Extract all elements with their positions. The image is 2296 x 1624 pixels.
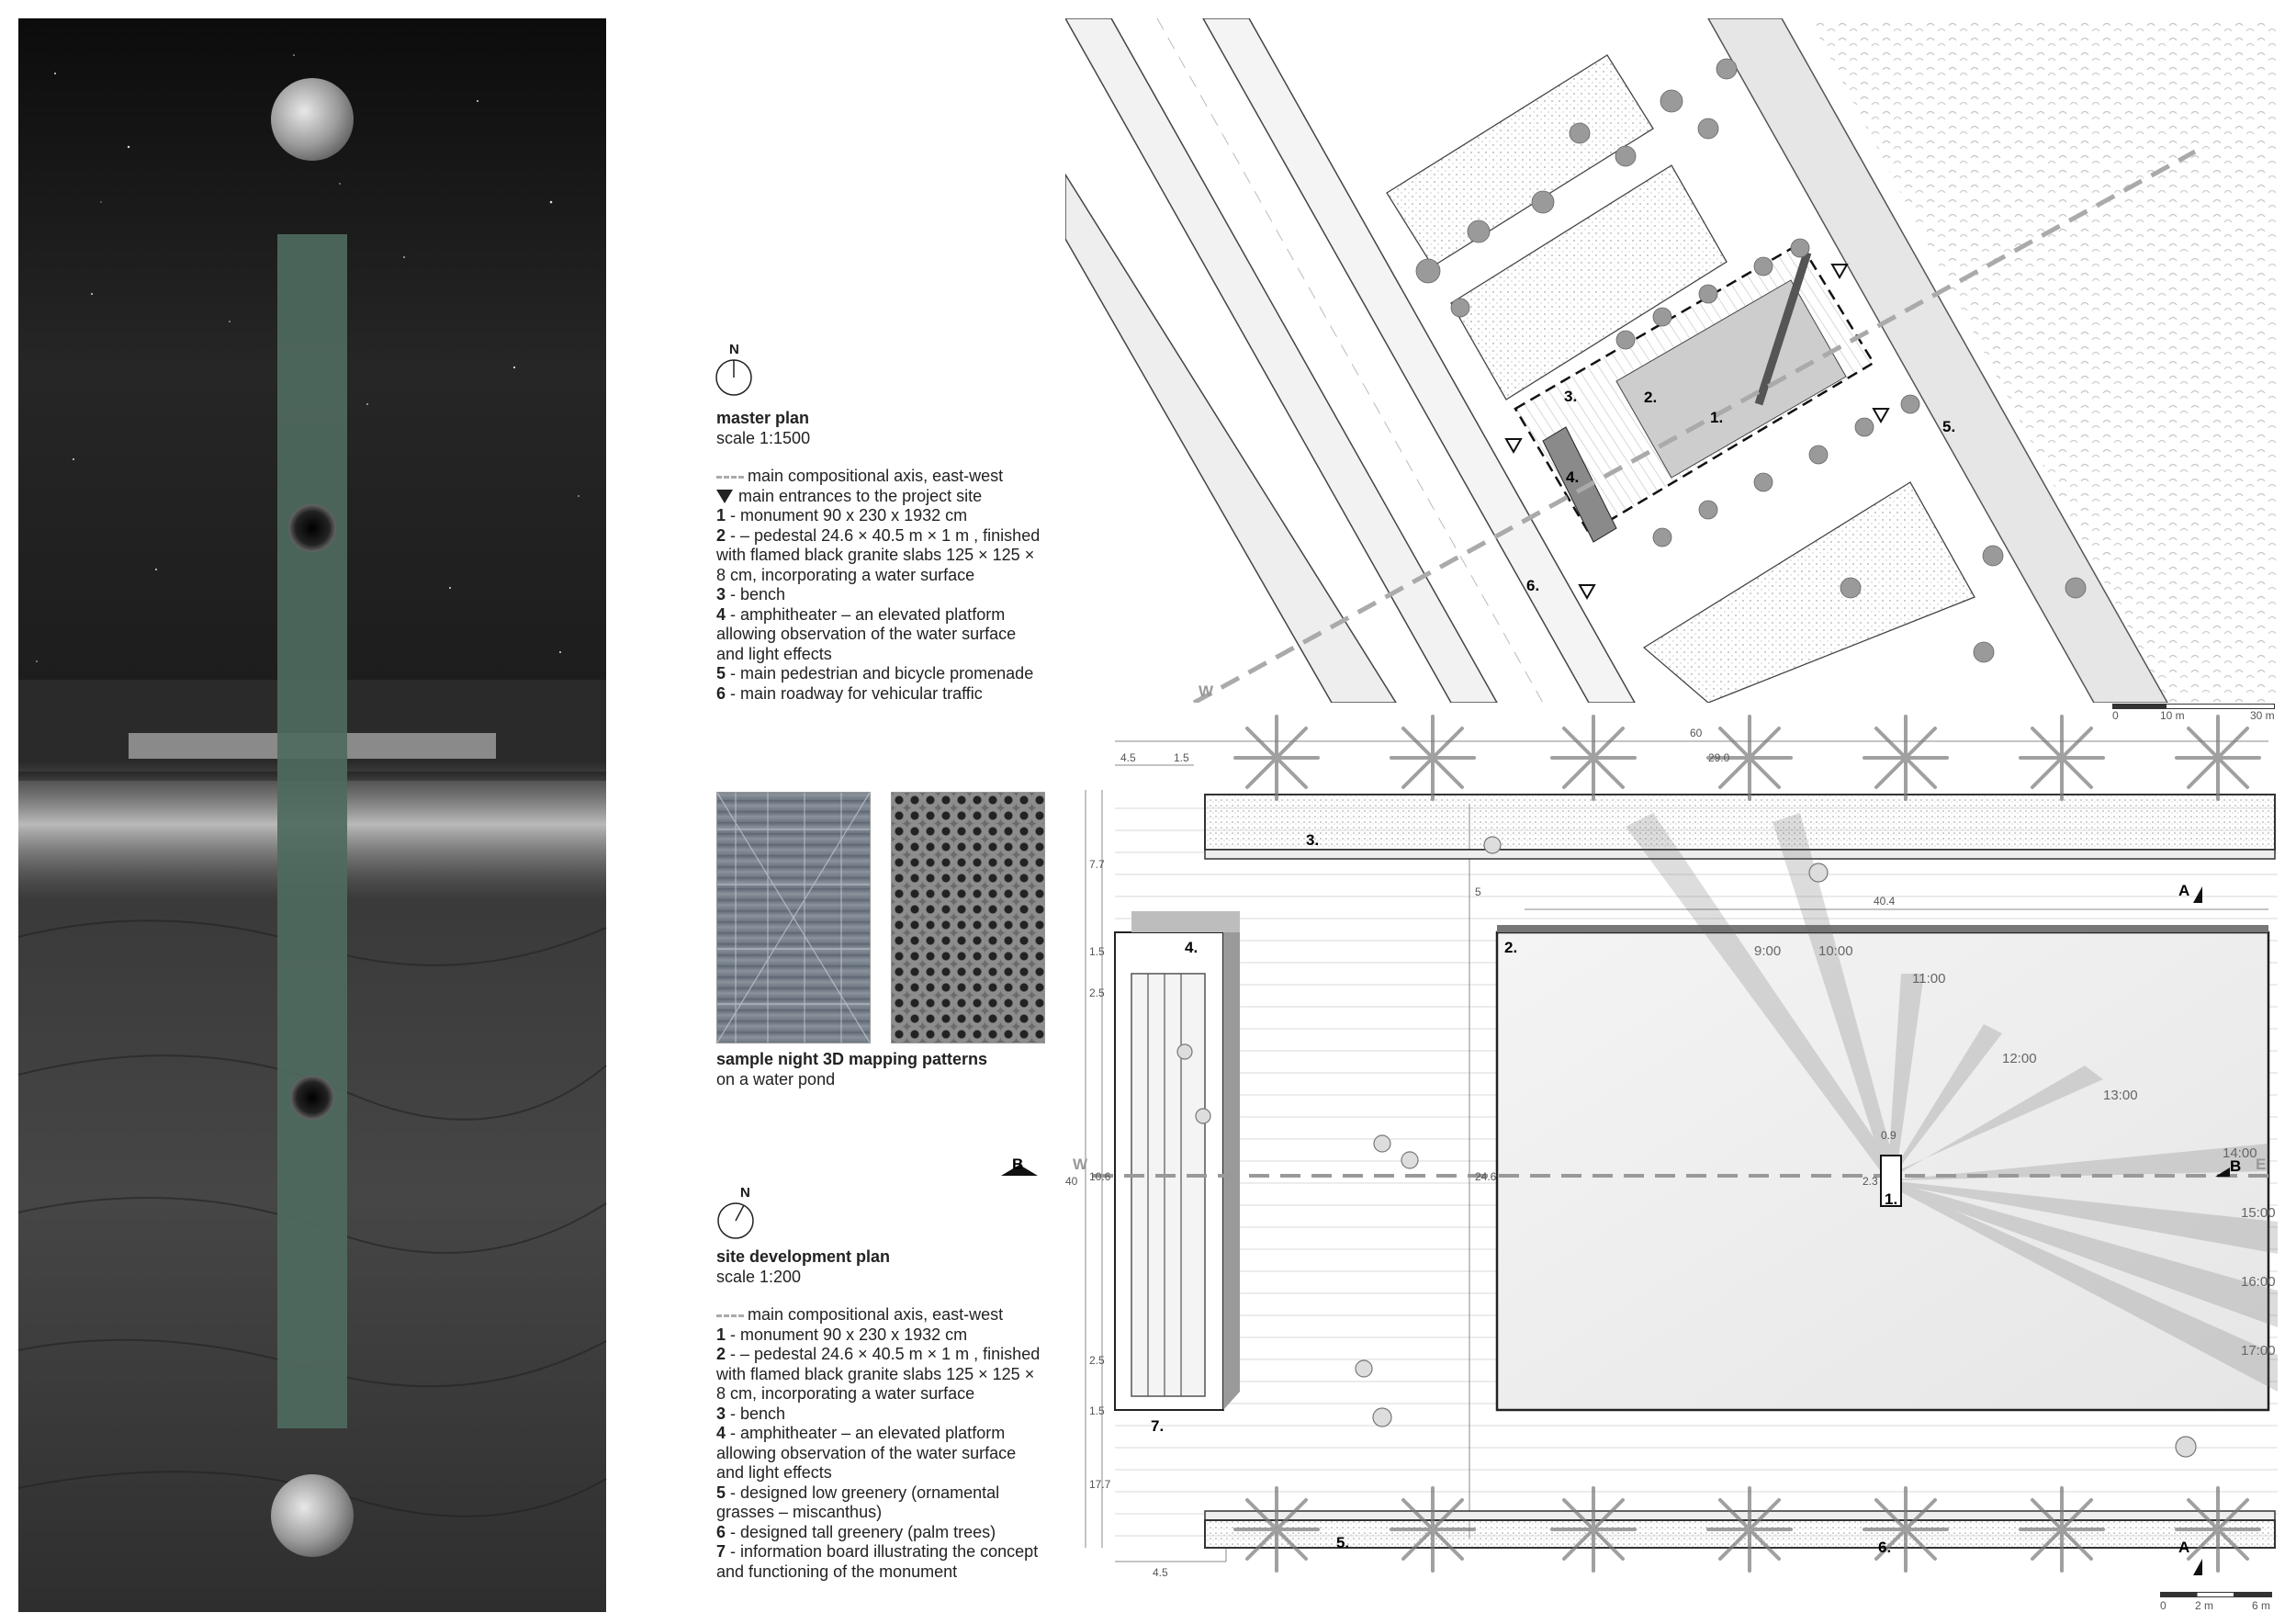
legend-text: - information board illustrating the concept and functioning of the monument xyxy=(716,1542,1043,1581)
legend-text: - main roadway for vehicular traffic xyxy=(726,683,983,703)
patterns-caption xyxy=(716,1050,1047,1089)
night-render xyxy=(18,18,606,1612)
legend-axis xyxy=(716,1305,1047,1325)
mapping-pattern-grid xyxy=(716,792,871,1043)
scale-label: 6 m xyxy=(2252,1599,2271,1612)
legend-item xyxy=(716,1483,1047,1523)
legend-item xyxy=(716,506,1047,526)
legend-item xyxy=(716,1345,1047,1404)
dim-text: 24.6 xyxy=(1475,1170,1497,1183)
time-label: 13:00 xyxy=(2103,1088,2138,1103)
compass-site xyxy=(716,1185,771,1242)
legend-text: - monument 90 x 230 x 1932 cm xyxy=(726,1325,968,1344)
mapping-pattern-drops xyxy=(891,792,1045,1043)
dim-text: 29.0 xyxy=(1708,751,1730,764)
monument-opening xyxy=(288,504,336,552)
legend-key: 5 xyxy=(716,1483,726,1502)
legend-text: - designed low greenery (ornamental grasses – miscanthus) xyxy=(716,1483,1005,1521)
compass-master xyxy=(715,342,770,399)
time-label: 14:00 xyxy=(2223,1145,2257,1161)
legend-item xyxy=(716,684,1047,705)
dim-text: 4.5 xyxy=(1120,751,1136,764)
legend-text: - – pedestal 24.6 × 40.5 m × 1 m , finished with flamed black granite slabs 125 × 125 × 8 cm, incorporating a water surface xyxy=(716,525,1045,584)
legend-item xyxy=(716,605,1047,665)
dim-text: 2.5 xyxy=(1089,987,1105,999)
legend-item xyxy=(716,664,1047,684)
time-label: 12:00 xyxy=(2002,1051,2037,1066)
time-label: 11:00 xyxy=(1912,971,1946,987)
scale-label: 0 xyxy=(2112,709,2119,722)
legend-text: - amphitheater – an elevated platform allowing observation of the water surface and light effects xyxy=(716,604,1021,663)
plan-label-1: 1. xyxy=(1885,1190,1898,1208)
amphitheater-top xyxy=(1131,911,1240,932)
dim-text: 60 xyxy=(1690,727,1703,739)
pedestal-edge-top xyxy=(1497,925,2268,932)
axis-east-label: E xyxy=(2256,1156,2267,1173)
scale-label: 2 m xyxy=(2195,1599,2214,1612)
axis-west-label: W xyxy=(1199,682,1214,700)
site-plan-scale: scale 1:200 xyxy=(716,1267,802,1286)
legend-item xyxy=(716,526,1047,586)
legend-key: 2 xyxy=(716,525,726,545)
plan-label-4: 4. xyxy=(1185,939,1199,956)
low-greenery-bottom xyxy=(1205,1520,2275,1548)
dash-icon xyxy=(716,1314,744,1317)
master-plan-drawing xyxy=(1065,18,2278,703)
map-label-5: 5. xyxy=(1942,418,1956,435)
legend-item xyxy=(716,1404,1047,1425)
site-plan-legend xyxy=(716,1247,1047,1582)
plan-label-7: 7. xyxy=(1151,1417,1165,1435)
time-label: 17:00 xyxy=(2241,1343,2276,1359)
plan-label-6: 6. xyxy=(1878,1539,1892,1556)
pattern-grid-lines xyxy=(717,793,870,1043)
legend-text: main entrances to the project site xyxy=(738,486,983,505)
low-greenery-top xyxy=(1205,795,2275,850)
time-label: 15:00 xyxy=(2241,1205,2276,1221)
legend-key: 4 xyxy=(716,1424,726,1442)
time-label: 9:00 xyxy=(1754,943,1782,959)
site-scalebar xyxy=(2160,1592,2278,1614)
dim-text: 5 xyxy=(1475,885,1481,898)
monument-opening-reflection xyxy=(290,1076,334,1120)
night-render-svg xyxy=(18,18,606,1612)
scale-label: 0 xyxy=(2160,1599,2167,1612)
scale-label: 10 m xyxy=(2160,709,2185,722)
section-label-a: A xyxy=(2178,1539,2190,1556)
dim-text: 7.7 xyxy=(1089,858,1105,871)
legend-key: 1 xyxy=(716,506,726,524)
legend-item xyxy=(716,1523,1047,1543)
dim-text: 1.5 xyxy=(1089,1404,1105,1417)
legend-text: - amphitheater – an elevated platform allowing observation of the water surface and light effects xyxy=(716,1424,1021,1482)
section-label-b: B xyxy=(2230,1157,2242,1175)
legend-key: 4 xyxy=(716,604,726,624)
section-label-b: B xyxy=(1012,1156,1024,1173)
plan-label-2: 2. xyxy=(1504,939,1518,956)
plan-label-3: 3. xyxy=(1306,831,1320,849)
legend-text: - main pedestrian and bicycle promenade xyxy=(726,664,1034,682)
bench-top xyxy=(1205,850,2275,859)
legend-key: 3 xyxy=(716,585,726,603)
legend-key: 1 xyxy=(716,1325,726,1344)
dim-text: 40 xyxy=(1065,1175,1078,1188)
dim-text: 40.4 xyxy=(1874,895,1896,908)
legend-entrances xyxy=(716,487,1047,507)
map-label-6: 6. xyxy=(1526,577,1540,594)
time-label: 16:00 xyxy=(2241,1274,2276,1290)
section-label-a: A xyxy=(2178,882,2190,899)
dim-text: 2.5 xyxy=(1089,1354,1105,1367)
dim-text: 10.6 xyxy=(1089,1170,1111,1183)
legend-text: - – pedestal 24.6 × 40.5 m × 1 m , finished with flamed black granite slabs 125 × 125 × 8 cm, incorporating a water surface xyxy=(716,1345,1045,1403)
compass-icon xyxy=(716,1201,755,1240)
legend-axis xyxy=(716,467,1047,487)
plan-label-5: 5. xyxy=(1336,1534,1350,1551)
master-plan-title: master plan xyxy=(716,409,810,427)
time-label: 10:00 xyxy=(1818,943,1853,959)
amphitheater-steps xyxy=(1131,974,1205,1396)
legend-text: - designed tall greenery (palm trees) xyxy=(726,1522,996,1541)
map-label-3: 3. xyxy=(1564,388,1578,405)
dim-text: 1.5 xyxy=(1174,751,1189,764)
legend-text: - bench xyxy=(726,585,786,603)
patterns-title: sample night 3D mapping patterns xyxy=(716,1050,988,1068)
legend-text: main compositional axis, east-west xyxy=(748,467,1004,485)
legend-item xyxy=(716,1325,1047,1346)
site-plan-drawing xyxy=(1012,721,2278,1612)
monument-reflection xyxy=(277,234,347,1428)
legend-text: main compositional axis, east-west xyxy=(748,1305,1004,1324)
moon-icon xyxy=(271,78,354,161)
legend-key: 6 xyxy=(716,1522,726,1541)
scale-label: 30 m xyxy=(2250,709,2275,722)
patterns-subtitle: on a water pond xyxy=(716,1069,836,1088)
dash-icon xyxy=(716,476,744,479)
legend-item xyxy=(716,1542,1047,1582)
legend-key: 3 xyxy=(716,1404,726,1423)
triangle-icon xyxy=(716,490,733,503)
legend-key: 2 xyxy=(716,1345,726,1363)
legend-text: - bench xyxy=(726,1404,786,1423)
compass-icon xyxy=(715,358,753,397)
dim-text: 4.5 xyxy=(1153,1566,1168,1579)
dim-text: 0.9 xyxy=(1881,1129,1896,1142)
master-scalebar xyxy=(2112,704,2278,722)
dim-text: 2.3 xyxy=(1863,1175,1878,1188)
legend-key: 7 xyxy=(716,1542,726,1561)
axis-west-label: W xyxy=(1073,1156,1088,1173)
map-label-1: 1. xyxy=(1710,409,1724,426)
amphitheater-side xyxy=(1223,911,1240,1410)
site-plan-title: site development plan xyxy=(716,1247,891,1266)
legend-text: - monument 90 x 230 x 1932 cm xyxy=(726,506,968,524)
master-plan-legend xyxy=(716,409,1047,704)
legend-item xyxy=(716,1424,1047,1483)
legend-key: 5 xyxy=(716,664,726,682)
compass-letter: N xyxy=(729,342,739,357)
map-label-2: 2. xyxy=(1644,389,1658,406)
moon-reflection-icon xyxy=(271,1474,354,1557)
master-plan-scale: scale 1:1500 xyxy=(716,428,811,447)
dim-text: 17.7 xyxy=(1089,1478,1111,1491)
legend-key: 6 xyxy=(716,683,726,703)
map-label-4: 4. xyxy=(1566,468,1580,486)
compass-letter: N xyxy=(740,1185,750,1201)
dim-text: 1.5 xyxy=(1089,945,1105,958)
legend-item xyxy=(716,585,1047,605)
